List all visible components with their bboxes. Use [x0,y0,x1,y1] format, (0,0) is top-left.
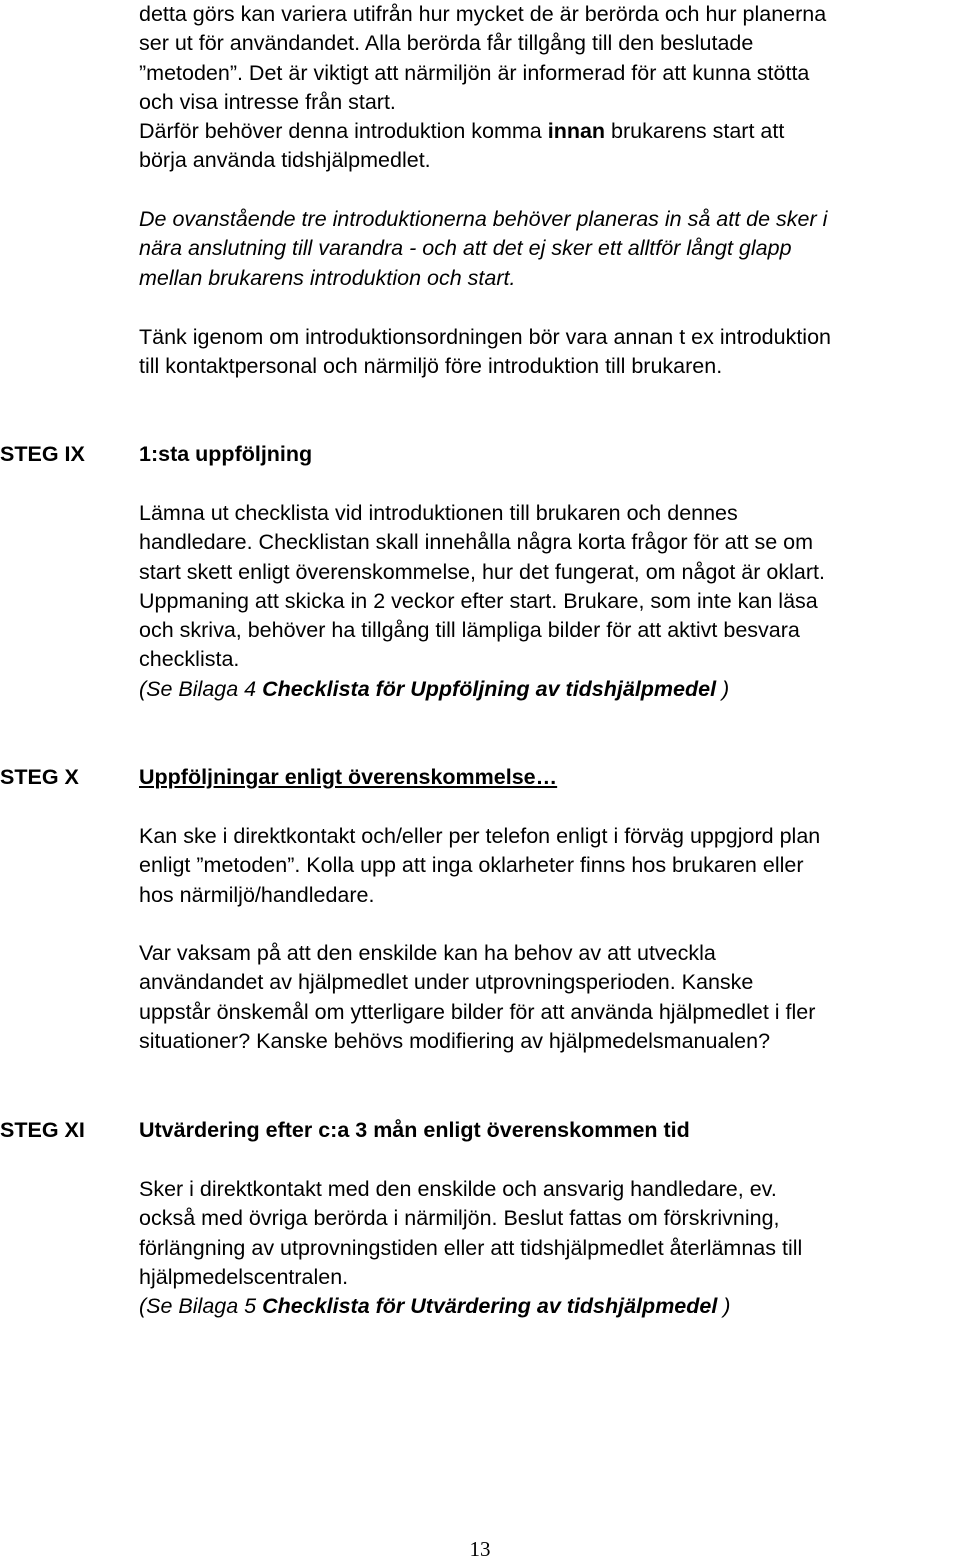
text-line: hos närmiljö/handledare. [139,882,375,907]
step-xi-body [139,1175,959,1321]
appendix-reference [139,675,959,704]
text-line: ”metoden”. Det är viktigt att närmiljön är informerad för att kunna stötta [139,60,810,85]
text-line: Kan ske i direktkontakt och/eller per telefon enligt i förväg uppgjord plan [139,824,821,848]
text-line: Tänk igenom om introduktionsordningen bör vara annan t ex introduktion [139,325,831,349]
text-run: ) [716,676,730,701]
step-x-heading: Uppföljningar enligt överenskommelse… [139,765,558,789]
text-run: (Se Bilaga 5 [139,1294,263,1319]
step-ix-heading: 1:sta uppföljning [139,442,313,466]
text-line: Var vaksam på att den enskilde kan ha behov av att utveckla [139,941,716,965]
text-line [139,117,959,146]
text-line: hjälpmedelscentralen. [139,1264,349,1289]
appendix-reference [139,1292,959,1321]
text-line: börja använda tidshjälpmedlet. [139,148,431,173]
text-line: och visa intresse från start. [139,89,396,114]
text-line: uppstår önskemål om ytterligare bilder för att använda hjälpmedlet i fler [139,999,816,1024]
text-run: (Se Bilaga 4 [139,676,263,701]
text-line: mellan brukarens introduktion och start. [139,265,516,290]
text-line: enligt ”metoden”. Kolla upp att inga oklarheter finns hos brukaren eller [139,853,804,878]
text-run: Därför behöver denna introduktion komma [139,119,548,144]
step-x-paragraph-1 [139,822,959,910]
intro-paragraph-3 [139,323,959,382]
text-line: ser ut för användandet. Alla berörda får tillgång till den beslutade [139,31,754,56]
text-run: ) [717,1294,731,1319]
text-line: situationer? Kanske behövs modifiering av hjälpmedelsmanualen? [139,1028,771,1053]
text-line: Uppmaning att skicka in 2 veckor efter start. Brukare, som inte kan läsa [139,588,818,613]
text-line: detta görs kan variera utifrån hur mycket de är berörda och hur planerna [139,2,827,26]
step-xi-label: STEG XI [0,1118,85,1142]
intro-paragraph-2 [139,205,959,293]
step-ix-body [139,499,959,704]
step-xi-heading: Utvärdering efter c:a 3 mån enligt överenskommen tid [139,1118,690,1142]
text-line: Lämna ut checklista vid introduktionen till brukaren och dennes [139,501,738,525]
step-ix-label: STEG IX [0,442,85,466]
text-line: också med övriga berörda i närmiljön. Beslut fattas om förskrivning, [139,1206,780,1231]
text-line: nära anslutning till varandra - och att det ej sker ett alltför långt glapp [139,236,792,261]
text-line: checklista. [139,647,240,672]
text-line: De ovanstående tre introduktionerna behöver planeras in så att de sker i [139,207,828,231]
appendix-title: Checklista för Utvärdering av tidshjälpmedel [262,1294,718,1319]
text-line: till kontaktpersonal och närmiljö före introduktion till brukaren. [139,354,723,379]
intro-paragraph-1 [139,0,959,176]
text-line: förlängning av utprovningstiden eller att tidshjälpmedlet återlämnas till [139,1235,803,1260]
page-number: 13 [469,1537,491,1561]
text-line: start skett enligt överenskommelse, hur det fungerat, om något är oklart. [139,559,825,584]
step-x-label: STEG X [0,765,79,789]
text-line: Sker i direktkontakt med den enskilde och ansvarig handledare, ev. [139,1177,777,1201]
text-run: brukarens start att [605,119,785,144]
text-line: användandet av hjälpmedlet under utprovningsperioden. Kanske [139,970,754,995]
step-x-paragraph-2 [139,939,959,1056]
text-line: och skriva, behöver ha tillgång till lämpliga bilder för att aktivt besvara [139,618,800,643]
text-line: handledare. Checklistan skall innehålla några korta frågor för att se om [139,530,814,555]
appendix-title: Checklista för Uppföljning av tidshjälpmedel [262,676,717,701]
emphasis-innan: innan [547,119,606,144]
